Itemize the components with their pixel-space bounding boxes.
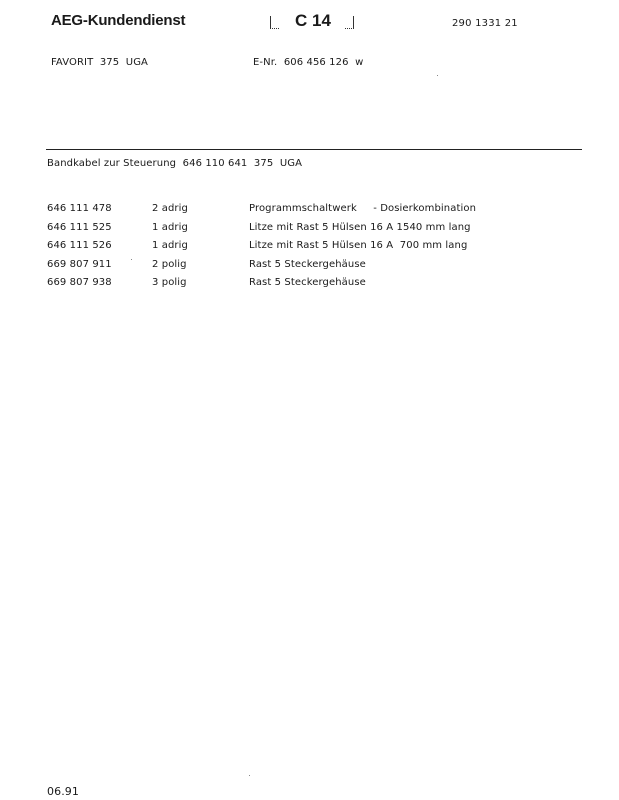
part-description: Rast 5 Steckergehäuse [249,259,366,270]
scan-speck [249,775,250,776]
part-number: 646 111 526 [47,240,112,251]
brand-title: AEG-Kundendienst [51,12,186,29]
part-number: 669 807 911 [47,259,112,270]
part-description: Litze mit Rast 5 Hülsen 16 A 700 mm lang [249,240,468,251]
document-number: 290 1331 21 [452,18,518,29]
part-description: Litze mit Rast 5 Hülsen 16 A 1540 mm lang [249,222,471,233]
part-spec: 2 polig [152,259,187,270]
part-spec: 3 polig [152,277,187,288]
part-spec: 2 adrig [152,203,188,214]
scan-speck [437,75,438,76]
section-subtitle: Bandkabel zur Steuerung 646 110 641 375 UGA [47,158,303,169]
part-number: 669 807 938 [47,277,112,288]
code-bracket-left [270,16,279,29]
part-description: Programmschaltwerk - Dosierkombination [249,203,477,214]
part-spec: 1 adrig [152,222,188,233]
code-bracket-right [345,16,354,29]
part-spec: 1 adrig [152,240,188,251]
model-name: FAVORIT 375 UGA [51,57,148,68]
part-description: Rast 5 Steckergehäuse [249,277,366,288]
horizontal-rule [46,149,582,150]
part-number: 646 111 478 [47,203,112,214]
part-number: 646 111 525 [47,222,112,233]
scan-speck [131,259,132,260]
enr-number: E-Nr. 606 456 126 w [253,57,364,68]
footer-date: 06.91 [47,785,79,798]
document-code: C 14 [295,11,331,30]
